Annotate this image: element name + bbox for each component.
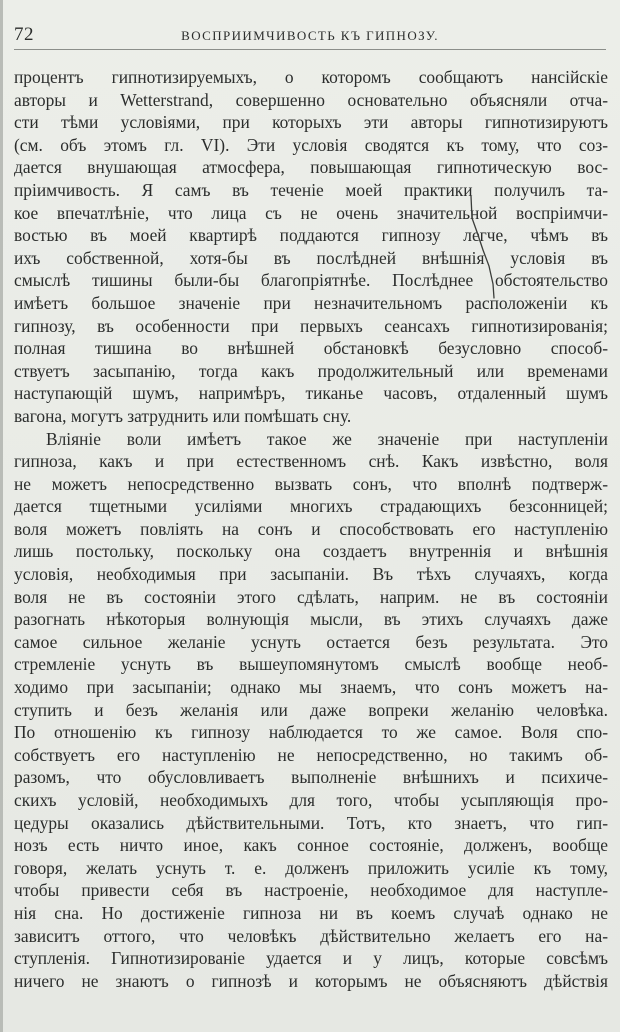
text-line: сти тѣми условіями, при которыхъ эти авторы гипнотизируютъ xyxy=(14,112,608,133)
text-line: зависитъ оттого, что человѣкъ дѣйствительно желаетъ его на- xyxy=(14,925,608,946)
text-line: гипнозу, въ особенности при первыхъ сеансахъ гипнотизированія; xyxy=(14,315,608,336)
running-head: ВОСПРИИМЧИВОСТЬ КЪ ГИПНОЗУ. xyxy=(181,28,439,43)
page-edge-shadow xyxy=(0,0,3,1032)
text-line: нозъ есть ничто иное, какъ сонное состояніе, долженъ, вообще xyxy=(14,835,608,856)
text-line: наступающій шумъ, напримѣръ, тиканье часовъ, отдаленный шумъ xyxy=(14,383,608,404)
text-line: полная тишина во внѣшней обстановкѣ безусловно способ- xyxy=(14,338,608,359)
text-line: воля не въ состояніи этого сдѣлать, наприм. не въ состояніи xyxy=(14,586,608,607)
text-line: имѣетъ большое значеніе при незначительномъ расположеніи къ xyxy=(14,292,608,313)
text-line: востью въ моей квартирѣ поддаются гипнозу легче, чѣмъ въ xyxy=(14,225,608,246)
text-line: ступить и безъ желанія или даже вопреки желанію человѣка. xyxy=(14,699,608,720)
text-line: собствуетъ его наступленію не непосредственно, но такимъ об- xyxy=(14,744,608,765)
text-line: скихъ условій, необходимыхъ для того, чтобы усыпляющія про- xyxy=(14,790,608,810)
text-line: дается внушающая атмосфера, повышающая гипнотическую вос- xyxy=(14,157,608,178)
text-line: разогнать нѣкоторыя волнующія мысли, въ этихъ случаяхъ даже xyxy=(14,609,608,630)
text-line: ствуетъ засыпанію, тогда какъ продолжительный или временами xyxy=(14,360,608,381)
page-header xyxy=(14,24,606,46)
text-line: ступленія. Гипнотизированіе удается и у лицъ, которые совсѣмъ xyxy=(14,948,608,969)
body-text xyxy=(14,66,608,992)
text-line: По отношенію къ гипнозу наблюдается то же самое. Воля спо- xyxy=(14,722,608,743)
text-line: чтобы привести себя въ настроеніе, необходимое для наступле- xyxy=(14,880,608,901)
text-line: самое сильное желаніе уснуть остается безъ результата. Это xyxy=(14,631,608,652)
text-line: лишь постольку, поскольку она создаетъ внутреннія и внѣшнія xyxy=(14,541,608,562)
text-line: вагона, могутъ затруднить или помѣшать сну. xyxy=(14,405,352,426)
text-line: ихъ собственной, хотя-бы въ послѣдней внѣшнія условія въ xyxy=(14,247,608,268)
header-rule xyxy=(14,49,606,50)
text-line: условія, необходимыя при засыпаніи. Въ тѣхъ случаяхъ, когда xyxy=(14,564,608,585)
text-line: гипноза, какъ и при естественномъ снѣ. Какъ извѣстно, воля xyxy=(14,451,608,472)
text-line: разомъ, что обусловливаетъ выполненіе внѣшнихъ и психиче- xyxy=(14,767,608,788)
text-line: смыслѣ тишины были-бы благопріятнѣе. Послѣднее обстоятельство xyxy=(14,270,608,291)
text-line: дается тщетными усиліями многихъ страдающихъ безсонницей; xyxy=(14,496,608,517)
text-line: цедуры оказались дѣйствительными. Тотъ, кто знаетъ, что гип- xyxy=(14,812,608,833)
text-line: ничего не знаютъ о гипнозѣ и которымъ не объясняютъ дѣйствія xyxy=(14,970,608,991)
text-line: авторы и Wetterstrand, совершенно основательно объясняли отча- xyxy=(14,89,608,110)
text-line: (см. объ этомъ гл. VI). Эти условія сводятся къ тому, что соз- xyxy=(14,134,608,155)
text-line: стремленіе уснуть въ вышеупомянутомъ смыслѣ вообще необ- xyxy=(14,654,608,675)
text-line: нія сна. Но достиженіе гипноза ни въ коемъ случаѣ однако не xyxy=(14,902,608,923)
text-line: ходимо при засыпаніи; однако мы знаемъ, что сонъ можетъ на- xyxy=(14,677,608,698)
text-line: процентъ гипнотизируемыхъ, о которомъ сообщаютъ нансійскіе xyxy=(14,67,608,87)
text-line: пріимчивость. Я самъ въ теченіе моей практики получилъ та- xyxy=(14,179,608,200)
text-line: воля можетъ повліять на сонъ и способствовать его наступленію xyxy=(14,518,608,539)
text-line: не можетъ непосредственно вызвать сонъ, что вполнѣ подтверж- xyxy=(14,473,608,494)
text-line: Вліяніе воли имѣетъ такое же значеніе при наступленіи xyxy=(46,428,608,449)
text-line: говоря, желать уснуть т. е. долженъ приложить усиліе къ тому, xyxy=(14,857,608,878)
text-line: кое впечатлѣніе, что лица съ не очень значительной воспріимчи- xyxy=(14,202,608,223)
page-number: 72 xyxy=(14,24,34,45)
